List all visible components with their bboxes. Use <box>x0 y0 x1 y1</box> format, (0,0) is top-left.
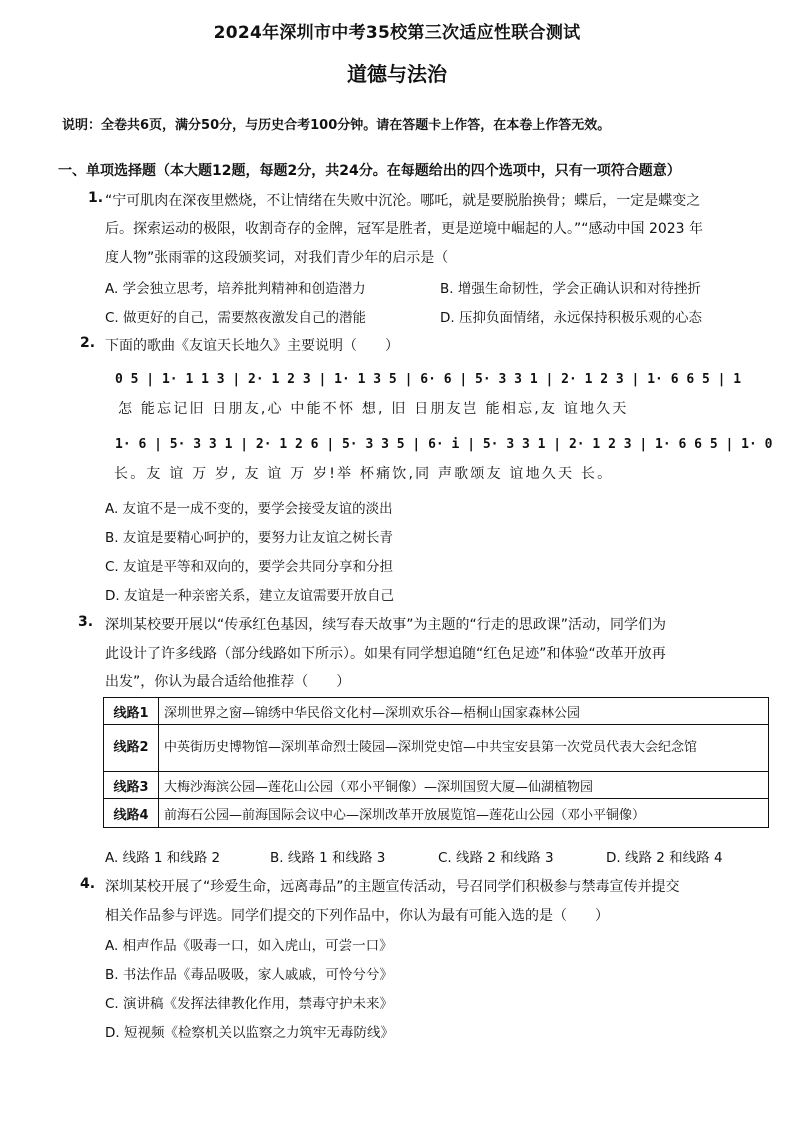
route-name: 线路2 <box>104 725 159 772</box>
question-4-option-c: C. 演讲稿《发挥法律教化作用，禁毒守护未来》 <box>105 996 394 1012</box>
routes-table <box>103 697 769 828</box>
question-2-option-c: C. 友谊是平等和双向的，要学会共同分享和分担 <box>105 559 394 575</box>
question-2-option-b: B. 友谊是要精心呵护的，要努力让友谊之树长青 <box>105 530 393 546</box>
table-row <box>104 799 769 828</box>
subject-title: 道德与法治 <box>347 62 447 86</box>
question-1-option-b: B. 增强生命韧性，学会正确认识和对待挫折 <box>440 281 701 297</box>
route-name: 线路3 <box>104 772 159 799</box>
music-notation-line-1: 0 5 | 1· 1 1 3 | 2· 1 2 3 | 1· 1 3 5 | 6· 6 | 5· 3 3 1 | 2· 1 2 3 | 1· 6 6 5 | 1 <box>115 372 742 387</box>
question-2-option-a: A. 友谊不是一成不变的，要学会接受友谊的淡出 <box>105 501 393 517</box>
question-4-number: 4. <box>80 876 96 892</box>
question-1-option-c: C. 做更好的自己，需要熬夜激发自己的潜能 <box>105 310 367 326</box>
route-description: 深圳世界之窗—锦绣中华民俗文化村—深圳欢乐谷—梧桐山国家森林公园 <box>159 698 769 725</box>
question-3-line-2: 此设计了许多线路（部分线路如下所示）。如果有同学想追随“红色足迹”和体验“改革开放再 <box>105 646 666 662</box>
question-3-option-c: C. 线路 2 和线路 3 <box>438 850 554 866</box>
question-1-line-2: 后。探索运动的极限，收割奇存的金牌，冠军是胜者，更是逆境中崛起的人。”“感动中国 2023 年 <box>105 221 704 237</box>
question-3-option-d: D. 线路 2 和线路 4 <box>606 850 723 866</box>
table-row <box>104 698 769 725</box>
question-1-option-d: D. 压抑负面情绪，永远保持积极乐观的心态 <box>440 310 702 326</box>
question-1-number: 1. <box>88 190 104 206</box>
lyrics-line-2: 长。友 谊 万 岁, 友 谊 万 岁!举 杯痛饮,同 声歌颂友 谊地久天 长。 <box>114 466 614 482</box>
route-description: 中英街历史博物馆—深圳革命烈士陵园—深圳党史馆—中共宝安县第一次党员代表大会纪念馆 <box>159 725 769 772</box>
question-4-option-a: A. 相声作品《吸毒一口，如入虎山，可尝一口》 <box>105 938 393 954</box>
question-4-line-1: 深圳某校开展了“珍爱生命，远离毒品”的主题宣传活动，号召同学们积极参与禁毒宣传并提交 <box>105 879 680 895</box>
question-4-option-b: B. 书法作品《毒品吸吸，家人戚戚，可怜兮兮》 <box>105 967 393 983</box>
question-1-line-1: “宁可肌肉在深夜里燃烧，不让情绪在失败中沉沦。哪吒，就是要脱胎换骨；蝶后，一定是蝶变之 <box>105 193 701 209</box>
table-row <box>104 725 769 772</box>
route-name: 线路1 <box>104 698 159 725</box>
music-notation-line-2: 1· 6 | 5· 3 3 1 | 2· 1 2 6 | 5· 3 3 5 | 6· i | 5· 3 3 1 | 2· 1 2 3 | 1· 6 6 5 | 1· 0 <box>115 437 773 452</box>
section-heading: 一、单项选择题（本大题12题，每题2分，共24分。在每题给出的四个选项中，只有一项符合题意） <box>58 163 681 179</box>
question-2-number: 2. <box>80 335 96 351</box>
question-2-stem: 下面的歌曲《友谊天长地久》主要说明（ ） <box>105 338 399 354</box>
exam-instructions: 说明：全卷共6页，满分50分，与历史合考100分钟。请在答题卡上作答，在本卷上作答无效。 <box>62 118 611 133</box>
question-1-option-a: A. 学会独立思考，培养批判精神和创造潜力 <box>105 281 366 297</box>
question-4-line-2: 相关作品参与评选。同学们提交的下列作品中，你认为最有可能入选的是（ ） <box>105 908 609 924</box>
question-2-option-d: D. 友谊是一种亲密关系，建立友谊需要开放自己 <box>105 588 394 604</box>
question-3-line-3: 出发”，你认为最合适给他推荐（ ） <box>105 674 351 690</box>
exam-title: 2024年深圳市中考35校第三次适应性联合测试 <box>213 23 581 43</box>
route-description: 大梅沙海滨公园—莲花山公园（邓小平铜像）—深圳国贸大厦—仙湖植物园 <box>159 772 769 799</box>
lyrics-line-1: 怎 能忘记旧 日朋友,心 中能不怀 想, 旧 日朋友岂 能相忘,友 谊地久天 <box>118 401 629 417</box>
table-row <box>104 772 769 799</box>
question-3-number: 3. <box>78 614 94 630</box>
route-description: 前海石公园—前海国际会议中心—深圳改革开放展览馆—莲花山公园（邓小平铜像） <box>159 799 769 828</box>
question-1-line-3: 度人物”张雨霏的这段颁奖词，对我们青少年的启示是（ <box>105 250 449 266</box>
question-3-line-1: 深圳某校要开展以“传承红色基因，续写春天故事”为主题的“行走的思政课”活动，同学们为 <box>105 617 667 633</box>
question-4-option-d: D. 短视频《检察机关以监察之力筑牢无毒防线》 <box>105 1025 394 1041</box>
route-name: 线路4 <box>104 799 159 828</box>
question-3-option-b: B. 线路 1 和线路 3 <box>270 850 386 866</box>
question-3-option-a: A. 线路 1 和线路 2 <box>105 850 221 866</box>
